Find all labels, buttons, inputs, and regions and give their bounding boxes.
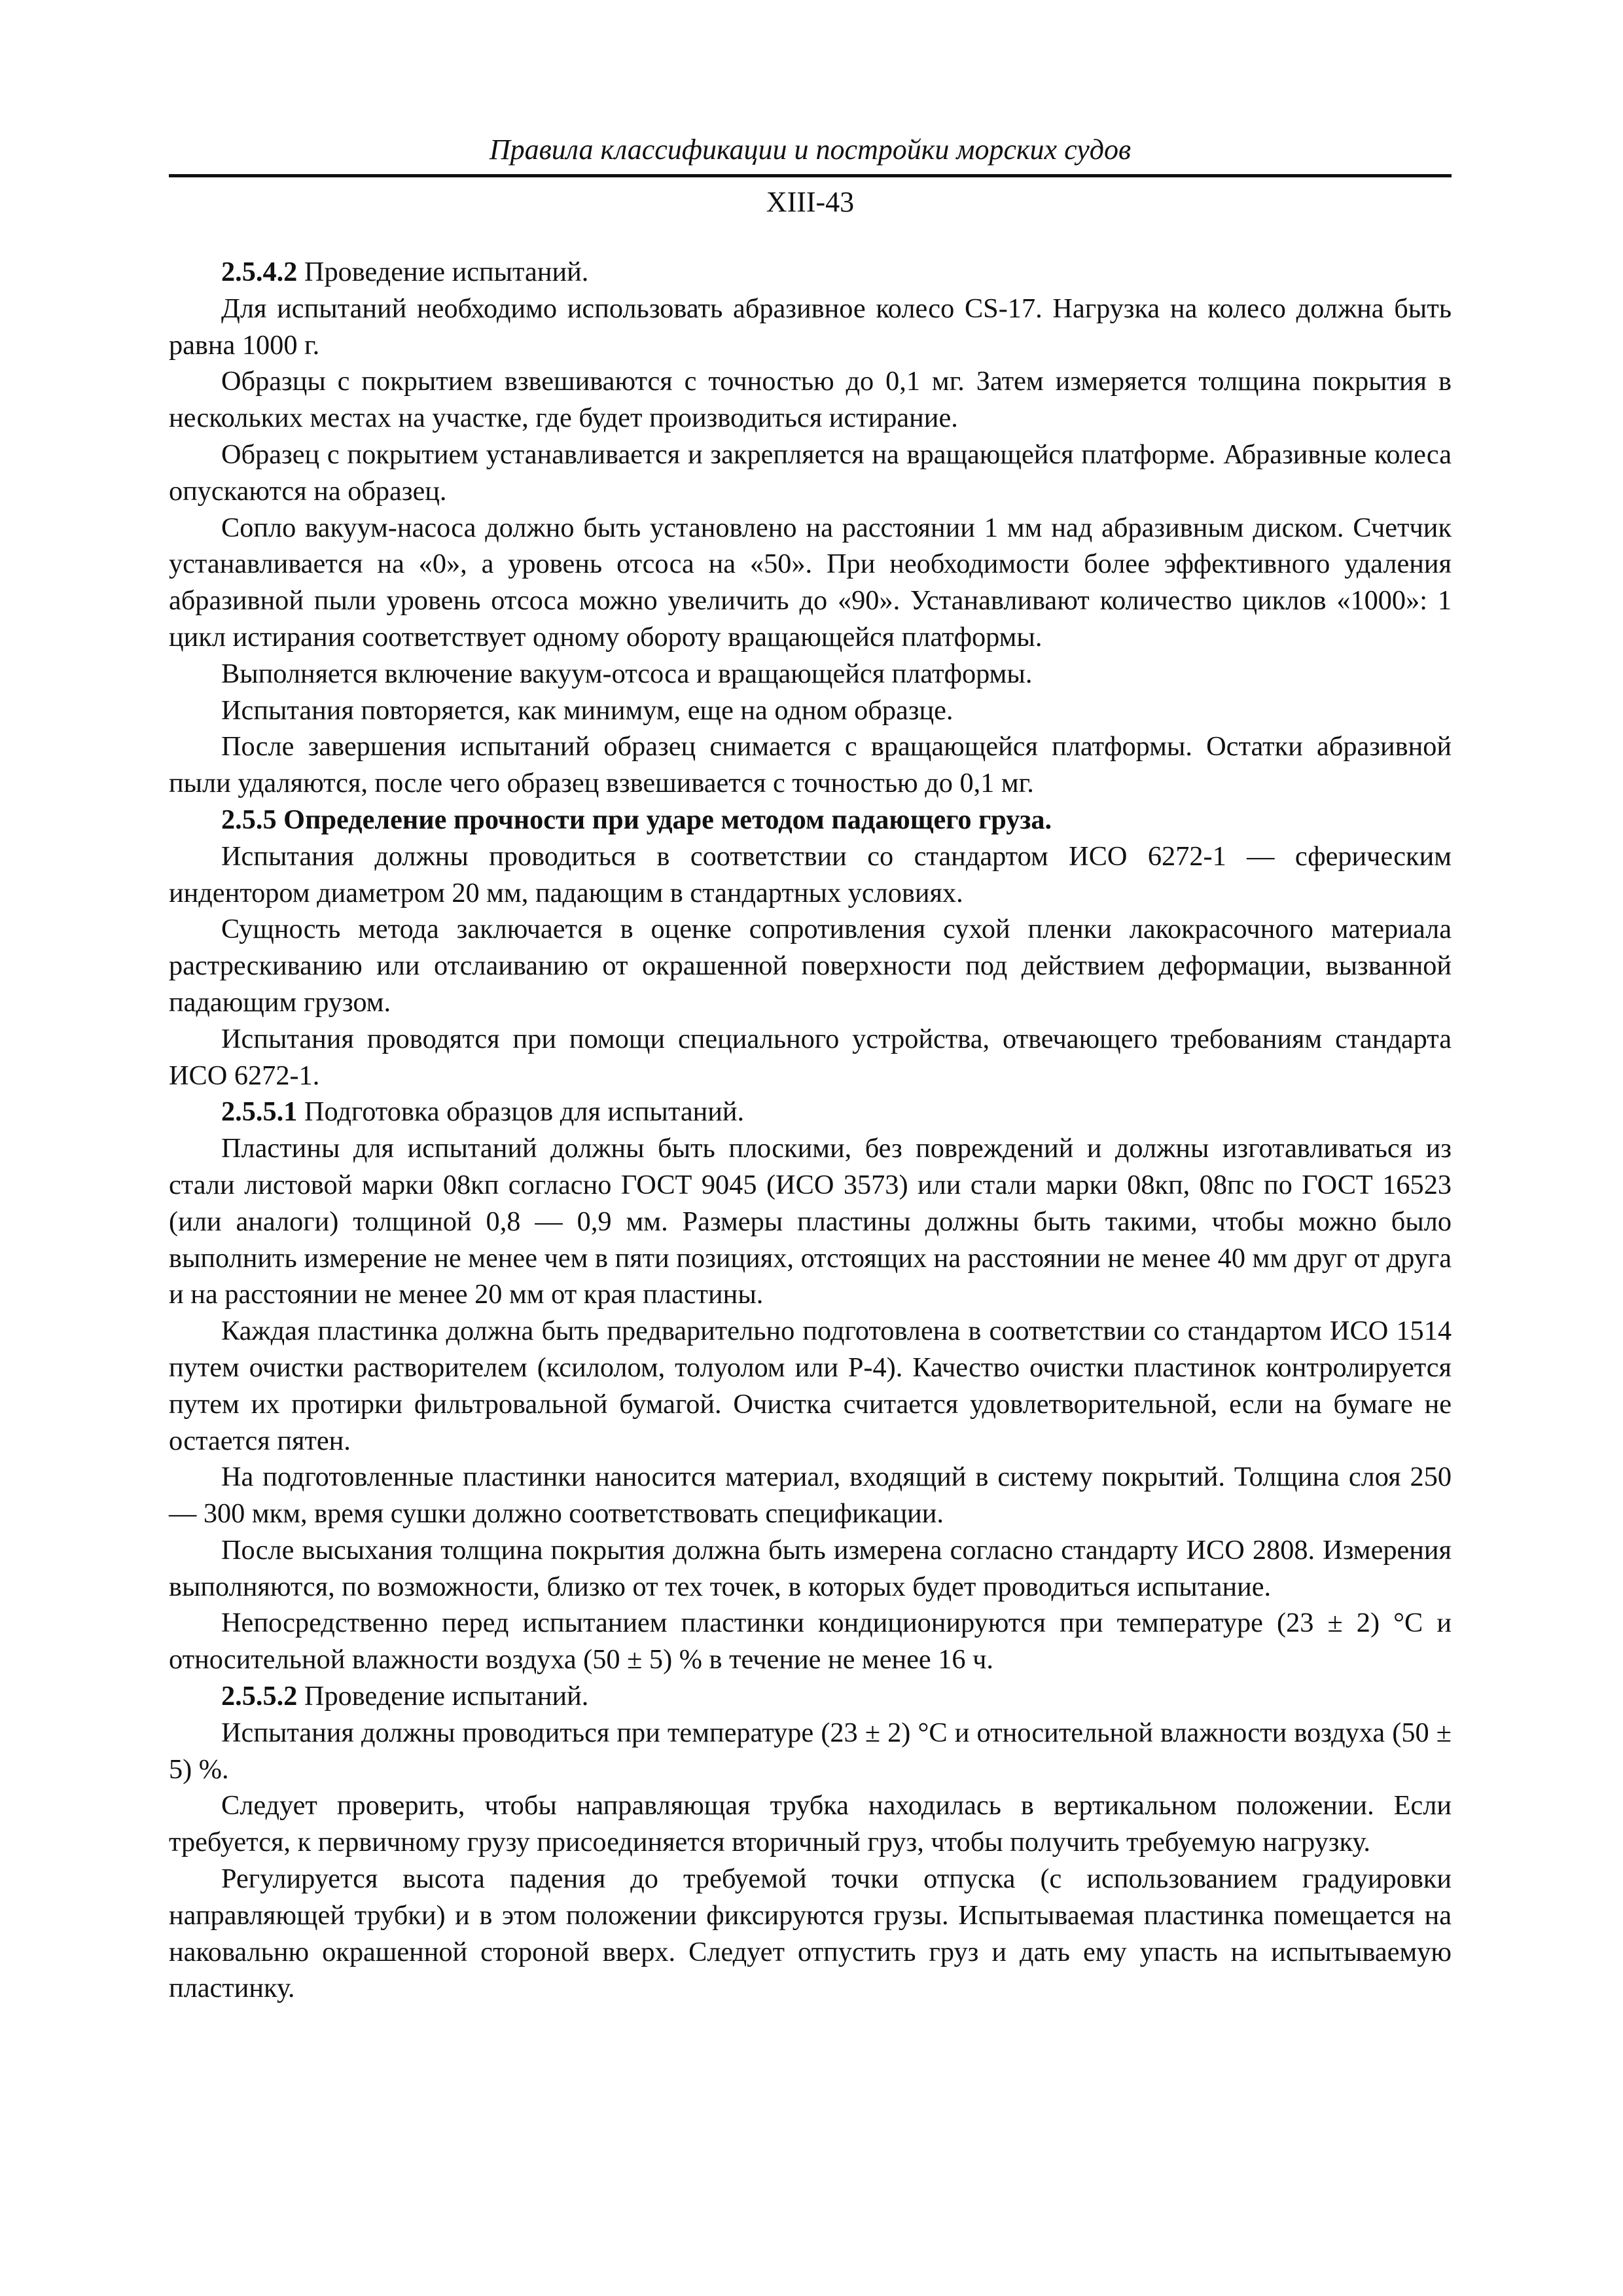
- paragraph-text: Образец с покрытием устанавливается и закрепляется на вращающейся платформе. Абразивные колеса опускаются на образец.: [169, 439, 1452, 507]
- paragraph-text: Пластины для испытаний должны быть плоскими, без повреждений и должны изготавливаться из стали листовой марки 08кп согласно ГОСТ 9045 (ИСО 3573) или стали марки 08кп, 08пс по ГОСТ 16523 (или аналоги) толщиной 0,8 — 0,9 мм. Размеры пластины должны быть такими, чтобы можно было выполнить измерение не менее чем в пяти позициях, отстоящих на расстоянии не менее 40 мм друг от друга и на расстоянии не менее 20 мм от края пластины.: [169, 1133, 1452, 1310]
- paragraph-text: После завершения испытаний образец снимается с вращающейся платформы. Остатки абразивной пыли удаляются, после чего образец взвешивается с точностью до 0,1 мг.: [169, 731, 1452, 799]
- paragraph-text: Каждая пластинка должна быть предварительно подготовлена в соответствии со стандартом ИСО 1514 путем очистки растворителем (ксилолом, толуолом или Р-4). Качество очистки пластинок контролируется путем их протирки фильтровальной бумагой. Очистка считается удовлетворительной, если на бумаге не остается пятен.: [169, 1316, 1452, 1456]
- paragraph-text: Образцы с покрытием взвешиваются с точностью до 0,1 мг. Затем измеряется толщина покрытия в нескольких местах на участке, где будет производиться истирание.: [169, 366, 1452, 434]
- section-number: 2.5.5.2: [221, 1681, 298, 1712]
- paragraph-text: Выполняется включение вакуум-отсоса и вращающейся платформы.: [221, 658, 1033, 689]
- paragraph-text: Для испытаний необходимо использовать абразивное колесо CS-17. Нагрузка на колесо должна быть равна 1000 г.: [169, 293, 1452, 361]
- paragraph: [169, 1605, 1452, 1678]
- body-text: [169, 254, 1452, 2007]
- paragraph: [169, 1459, 1452, 1532]
- paragraph: [169, 838, 1452, 912]
- paragraph-text: На подготовленные пластинки наносится материал, входящий в систему покрытий. Толщина слоя 250 — 300 мкм, время сушки должно соответствовать спецификации.: [169, 1462, 1452, 1530]
- paragraph: [169, 291, 1452, 364]
- paragraph-text: Испытания проводятся при помощи специального устройства, отвечающего требованиям стандарта ИСО 6272-1.: [169, 1023, 1452, 1091]
- paragraph-text: Сущность метода заключается в оценке сопротивления сухой пленки лакокрасочного материала растрескиванию или отслаиванию от окрашенной поверхности под действием деформации, вызванной падающим грузом.: [169, 914, 1452, 1018]
- paragraph: [169, 1021, 1452, 1094]
- paragraph-text: После высыхания толщина покрытия должна быть измерена согласно стандарту ИСО 2808. Измерения выполняются, по возможности, близко от тех точек, в которых будет проводиться испытание.: [169, 1534, 1452, 1602]
- header-rule: [169, 174, 1452, 177]
- paragraph: [169, 1532, 1452, 1605]
- section-number: 2.5.4.2: [221, 257, 298, 287]
- paragraph: [169, 1094, 1452, 1130]
- page-number: XIII-43: [766, 186, 855, 218]
- running-header: Правила классификации и постройки морских судов: [489, 134, 1132, 166]
- paragraph-text: Испытания должны проводиться в соответствии со стандартом ИСО 6272-1 — сферическим индентором диаметром 20 мм, падающим в стандартных условиях.: [169, 840, 1452, 908]
- paragraph-text: Следует проверить, чтобы направляющая трубка находилась в вертикальном положении. Если требуется, к первичному грузу присоединяется вторичный груз, чтобы получить требуемую нагрузку.: [169, 1790, 1452, 1858]
- paragraph-text: Проведение испытаний.: [297, 257, 589, 287]
- paragraph: [169, 728, 1452, 802]
- paragraph: [169, 656, 1452, 692]
- paragraph-text: Испытания должны проводиться при температуре (23 ± 2) °С и относительной влажности воздуха (50 ± 5) %.: [169, 1717, 1452, 1785]
- paragraph-text: Испытания повторяется, как минимум, еще на одном образце.: [221, 694, 954, 726]
- paragraph: [169, 1787, 1452, 1861]
- paragraph-text: Регулируется высота падения до требуемой точки отпуска (с использованием градуировки направляющей трубки) и в этом положении фиксируются грузы. Испытываемая пластинка помещается на наковальню окрашенной стороной вверх. Следует отпустить груз и дать ему упасть на испытываемую пластинку.: [169, 1863, 1452, 2004]
- paragraph: [169, 1715, 1452, 1788]
- section-heading: [169, 802, 1452, 838]
- section-number: 2.5.5 Определение прочности при ударе методом падающего груза.: [221, 804, 1052, 835]
- paragraph: [169, 692, 1452, 729]
- paragraph: [169, 911, 1452, 1020]
- paragraph: [169, 1313, 1452, 1459]
- paragraph-text: Подготовка образцов для испытаний.: [297, 1096, 745, 1128]
- paragraph: [169, 510, 1452, 656]
- section-number: 2.5.5.1: [221, 1096, 298, 1128]
- paragraph: [169, 363, 1452, 437]
- paragraph-text: Сопло вакуум-насоса должно быть установлено на расстоянии 1 мм над абразивным диском. Счетчик устанавливается на «0», а уровень отсоса на «50». При необходимости более эффективного удаления абразивной пыли уровень отсоса можно увеличить до «90». Устанавливают количество циклов «1000»: 1 цикл истирания соответствует одному обороту вращающейся платформы.: [169, 512, 1452, 653]
- paragraph: [169, 1130, 1452, 1313]
- paragraph-text: Проведение испытаний.: [297, 1681, 589, 1712]
- paragraph: [169, 1678, 1452, 1715]
- paragraph: [169, 437, 1452, 510]
- paragraph-text: Непосредственно перед испытанием пластинки кондиционируются при температуре (23 ± 2) °С и относительной влажности воздуха (50 ± 5) % в течение не менее 16 ч.: [169, 1607, 1452, 1676]
- paragraph: [169, 254, 1452, 291]
- paragraph: [169, 1861, 1452, 2007]
